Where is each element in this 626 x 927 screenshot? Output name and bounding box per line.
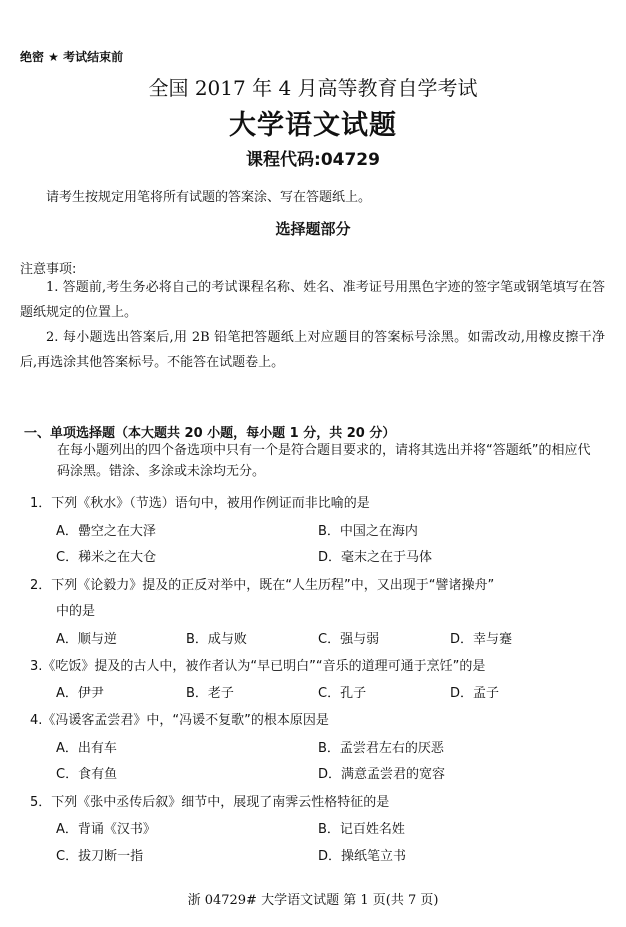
- option: A．背诵《汉书》: [56, 822, 156, 837]
- question-stem-continued: 中的是: [56, 604, 96, 619]
- option: B．孟尝君左右的厌恶: [318, 741, 444, 756]
- notes-heading: 注意事项:: [20, 262, 77, 277]
- option: B．中国之在海内: [318, 524, 418, 539]
- page-footer: 浙 04729# 大学语文试题 第 1 页(共 7 页): [187, 893, 439, 908]
- option: A．罍空之在大泽: [56, 524, 156, 539]
- option: D．毫末之在于马体: [318, 550, 433, 565]
- section-description: 在每小题列出的四个备选项中只有一个是符合题目要求的，请将其选出并将“答题纸”的相应代码涂黑。错涂、多涂或未涂均无分。: [57, 443, 591, 479]
- option: D．操纸笔立书: [318, 849, 407, 864]
- section-heading: 一、单项选择题（本大题共 20 小题，每小题 1 分，共 20 分）: [24, 426, 396, 441]
- option: C．拔刀断一指: [56, 849, 144, 864]
- option: B．记百姓名姓: [318, 822, 405, 837]
- option: B．成与败: [186, 632, 247, 647]
- answer-notice: 请考生按规定用笔将所有试题的答案涂、写在答题纸上。: [46, 190, 372, 205]
- note-item: 2. 每小题选出答案后,用 2B 铅笔把答题纸上对应题目的答案标号涂黑。如需改动,用橡皮擦干净后,再选涂其他答案标号。不能答在试题卷上。: [20, 330, 605, 370]
- option: D．满意孟尝君的宽容: [318, 767, 446, 782]
- option: C．强与弱: [318, 632, 380, 647]
- option: C．孔子: [318, 686, 367, 701]
- question-stem: 4.《冯谖客孟尝君》中，“冯谖不复歌”的根本原因是: [30, 713, 329, 728]
- question-stem: 1．下列《秋水》（节选）语句中，被用作例证而非比喻的是: [30, 496, 370, 511]
- question-stem: 2．下列《论毅力》提及的正反对举中，既在“人生历程”中，又出现于“譬诸操舟”: [30, 578, 495, 593]
- option: C．稊米之在大仓: [56, 550, 157, 565]
- option: A．顺与逆: [56, 632, 117, 647]
- option: A．伊尹: [56, 686, 104, 701]
- option: B．老子: [186, 686, 234, 701]
- confidential-label: 绝密 ★ 考试结束前: [20, 50, 124, 64]
- option: D．孟子: [450, 686, 500, 701]
- question-stem: 5．下列《张中丞传后叙》细节中，展现了南霁云性格特征的是: [30, 795, 390, 810]
- subject-title: 大学语文试题: [229, 110, 397, 141]
- course-code: 课程代码:04729: [246, 150, 380, 170]
- exam-title: 全国 2017 年 4 月高等教育自学考试: [148, 76, 478, 100]
- option: A．出有车: [56, 741, 117, 756]
- question-stem: 3.《吃饭》提及的古人中，被作者认为“早已明白”“音乐的道理可通于烹饪”的是: [30, 659, 486, 674]
- part-title: 选择题部分: [275, 220, 351, 238]
- option: D．幸与蹇: [450, 632, 513, 647]
- note-item: 1. 答题前,考生务必将自己的考试课程名称、姓名、准考证号用黑色字迹的签字笔或钢笔填写在答题纸规定的位置上。: [20, 280, 605, 320]
- option: C．食有鱼: [56, 767, 118, 782]
